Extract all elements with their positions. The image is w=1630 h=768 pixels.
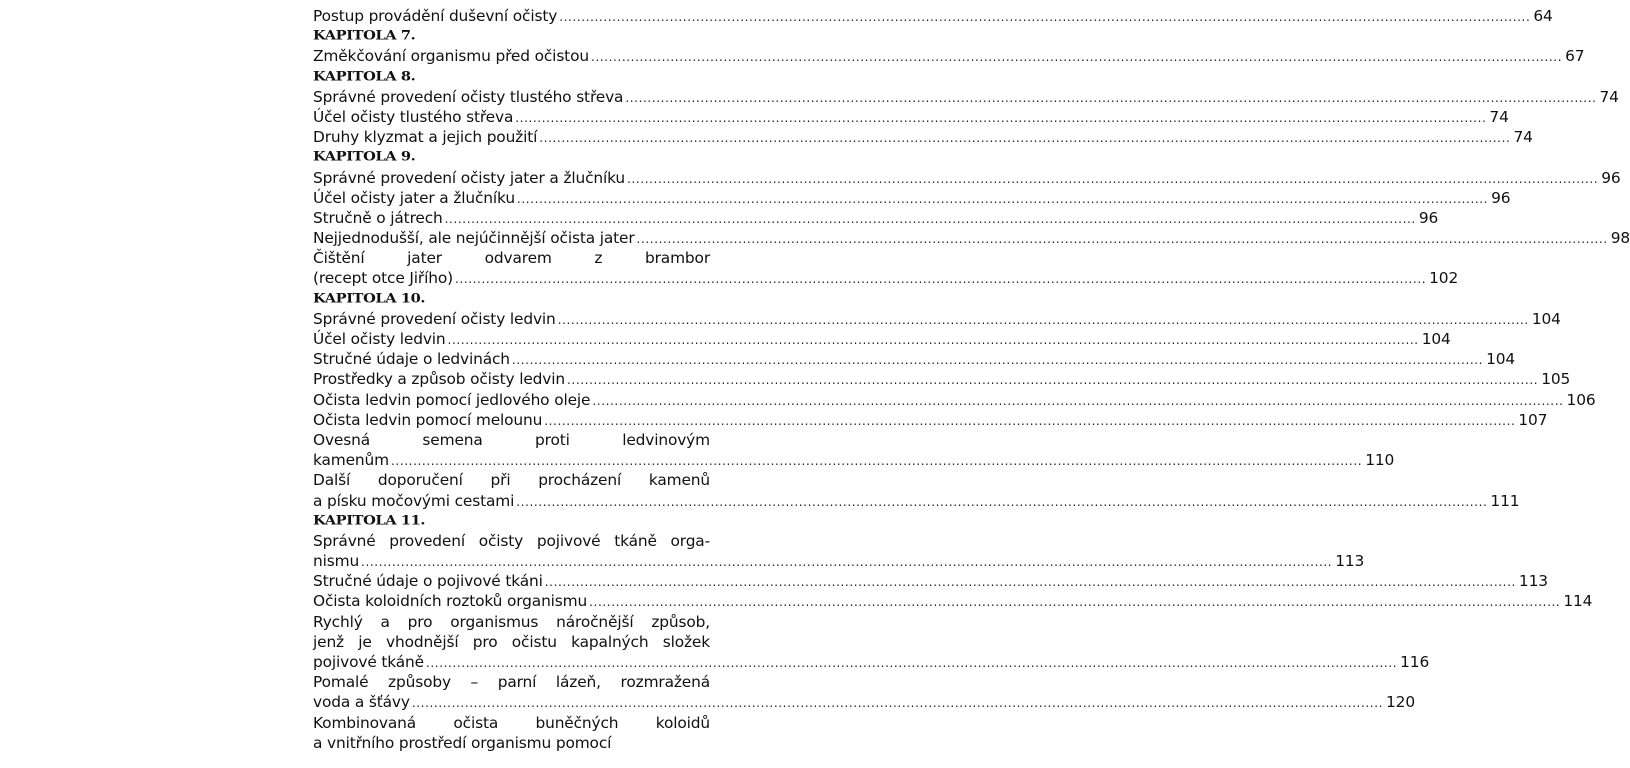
toc-page-number: 106 [1566,390,1596,409]
toc-page-number: 102 [1429,269,1459,288]
toc-entry [313,107,1509,127]
toc-entry-title: Očista ledvin pomocí melounu [313,410,543,429]
toc-entry [313,329,1451,349]
toc-page-number: 105 [1541,370,1571,389]
toc-entry [313,208,1439,228]
toc-entry [313,6,1553,26]
toc-page-number: 104 [1486,350,1516,369]
toc-entry [313,188,1511,208]
dot-leader: ............................................................................................................................................................................................................................ [592,393,1564,408]
dot-leader: ............................................................................................................................................................................................................................ [454,272,1427,287]
toc-entry-line: Další doporučení při procházení kamenů [313,471,710,490]
dot-leader: ............................................................................................................................................................................................................................ [516,494,1488,509]
toc-entry-title: Očista ledvin pomocí jedlového oleje [313,390,591,409]
toc-entry [313,369,1571,389]
dot-leader: ............................................................................................................................................................................................................................ [539,131,1511,146]
toc-page-number: 107 [1518,410,1548,429]
toc-page-number: 120 [1386,693,1415,712]
toc-entry-title: Správné provedení očisty jater a žlučníku [313,168,626,187]
toc-page-number: 98 [1610,229,1630,248]
toc-entry [313,228,1630,248]
toc-page-number: 74 [1513,128,1533,147]
toc-entry-title: Postup provádění duševní očisty [313,7,558,25]
toc-entry-line: Kombinovaná očista buněčných koloidů [313,713,710,732]
dot-leader: ............................................................................................................................................................................................................................ [411,696,1384,711]
toc-entry-line: Čištění jater odvarem z brambor [313,249,710,268]
toc-entry [313,87,1619,107]
toc-entry-title: Očista koloidních roztoků organismu [313,592,588,611]
chapter-heading: KAPITOLA 7. [313,28,416,44]
toc-page-number: 96 [1601,168,1621,187]
toc-entry-line: Rychlý a pro organismus náročnější způsob, [313,612,710,631]
toc-page-number: 113 [1518,572,1548,591]
dot-leader: ............................................................................................................................................................................................................................ [627,171,1599,186]
toc-page-number: 96 [1418,208,1439,227]
toc-entry-title: Účel očisty jater a žlučníku [313,188,515,207]
toc-entry [313,713,710,753]
dot-leader: ............................................................................................................................................................................................................................ [361,555,1333,570]
toc-page-number: 116 [1400,653,1430,671]
chapter-heading: KAPITOLA 8. [313,68,416,84]
toc-entry-line: Správné provedení očisty pojivové tkáně orga- [313,531,710,550]
dot-leader: ............................................................................................................................................................................................................................ [557,312,1529,327]
toc-entry [313,612,1430,673]
toc-entry [313,248,1459,288]
toc-entry [313,410,1548,430]
toc-page-number: 96 [1491,188,1511,207]
toc-entry-title: Správné provedení očisty tlustého střeva [313,87,624,106]
toc-entry-title: Stručné údaje o pojivové tkáni [313,572,543,591]
toc-entry-title: Stručně o játrech [313,208,443,227]
toc-page-number: 110 [1365,451,1395,470]
toc-entry [313,571,1548,591]
toc-entry [313,430,1395,470]
dot-leader: ............................................................................................................................................................................................................................ [589,595,1561,610]
toc-entry-title: Nejjednodušší, ale nejúčinnější očista jater [313,229,635,248]
toc-page-number: 67 [1565,47,1585,66]
dot-leader: ............................................................................................................................................................................................................................ [444,211,1416,226]
dot-leader: ............................................................................................................................................................................................................................ [516,191,1489,206]
toc-entry [313,309,1561,329]
toc-entry-title: Druhy klyzmat a jejich použití [313,128,538,147]
toc-entry-title: Změkčování organismu před očistou [313,47,589,66]
dot-leader: ............................................................................................................................................................................................................................ [567,373,1539,388]
toc-entry-line: Ovesná semena proti ledvinovým [313,430,710,449]
dot-leader: ............................................................................................................................................................................................................................ [544,575,1516,590]
toc-entry [313,46,1585,66]
toc-entry-title: Stručné údaje o ledvinách [313,350,510,369]
toc-page-number: 74 [1599,87,1619,106]
toc-page-number: 104 [1531,309,1561,328]
chapter-heading: KAPITOLA 11. [313,512,426,528]
dot-leader: ............................................................................................................................................................................................................................ [447,333,1419,347]
toc-entry [313,349,1516,369]
toc-entry-line: jenž je vhodnější pro očistu kapalných složek [313,632,710,651]
toc-entry-title: Správné provedení očisty ledvin [313,309,556,328]
table-of-contents [313,6,1630,753]
toc-entry-line: a vnitřního prostředí organismu pomocí [313,733,612,752]
toc-entry [313,470,1520,510]
dot-leader: ............................................................................................................................................................................................................................ [636,232,1608,247]
toc-entry [313,672,1415,712]
toc-entry [313,127,1533,147]
toc-entry-title: (recept otce Jiřího) [313,269,453,288]
dot-leader: ............................................................................................................................................................................................................................ [425,656,1398,670]
toc-entry-title: nismu [313,552,360,571]
toc-entry-title: Účel očisty tlustého střeva [313,107,514,126]
toc-entry [313,531,1365,571]
toc-entry-title: a písku močovými cestami [313,491,515,510]
toc-page-number: 104 [1421,330,1451,348]
toc-page-number: 114 [1563,592,1593,611]
toc-page-number: 74 [1489,107,1509,126]
dot-leader: ............................................................................................................................................................................................................................ [515,110,1487,125]
chapter-heading: KAPITOLA 10. [313,290,426,306]
toc-page-number: 64 [1533,7,1553,25]
toc-entry-title: pojivové tkáně [313,653,424,671]
toc-entry [313,390,1596,410]
toc-entry-title: kamenům [313,451,389,470]
toc-entry [313,591,1593,611]
dot-leader: ............................................................................................................................................................................................................................ [544,413,1516,428]
dot-leader: ............................................................................................................................................................................................................................ [559,10,1531,24]
toc-entry-line: Pomalé způsoby – parní lázeň, rozmražená [313,673,710,692]
toc-entry-title: Účel očisty ledvin [313,330,446,348]
toc-page-number: 111 [1490,491,1520,510]
chapter-heading: KAPITOLA 9. [313,149,416,165]
toc-entry-title: Prostředky a způsob očisty ledvin [313,370,565,389]
toc-page-number: 113 [1335,552,1365,571]
dot-leader: ............................................................................................................................................................................................................................ [625,90,1597,105]
dot-leader: ............................................................................................................................................................................................................................ [391,454,1363,469]
toc-entry [313,168,1621,188]
toc-entry-title: voda a šťávy [313,693,410,712]
dot-leader: ............................................................................................................................................................................................................................ [511,353,1484,368]
dot-leader: ............................................................................................................................................................................................................................ [590,50,1563,65]
